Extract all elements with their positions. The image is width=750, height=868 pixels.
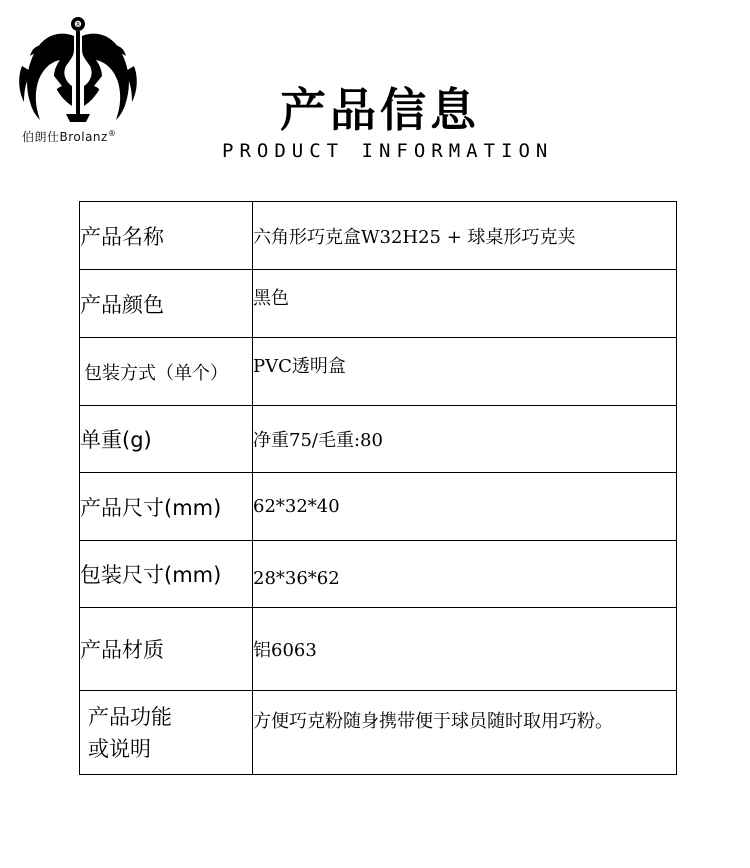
page-subtitle: PRODUCT INFORMATION — [222, 140, 554, 162]
row-value: 28*36*62 — [253, 541, 677, 608]
row-label: 包装方式（单个） — [80, 338, 253, 406]
table-row — [80, 202, 677, 270]
table-row — [80, 270, 677, 338]
row-label: 单重(g) — [80, 406, 253, 473]
row-label — [80, 691, 253, 775]
row-value: 黑色 — [253, 270, 677, 338]
row-label-line: 或说明 — [88, 736, 151, 761]
svg-text:8: 8 — [76, 21, 80, 29]
table-row — [80, 406, 677, 473]
page-title: 产品信息 — [280, 83, 480, 137]
registered-mark: ® — [107, 129, 117, 138]
table-row — [80, 541, 677, 608]
table-row — [80, 338, 677, 406]
product-info-table — [79, 201, 677, 775]
row-value: 六角形巧克盒W32H25 + 球桌形巧克夹 — [253, 202, 677, 270]
row-label: 产品名称 — [80, 202, 253, 270]
row-label: 产品尺寸(mm) — [80, 473, 253, 541]
row-value: 方便巧克粉随身携带便于球员随时取用巧粉。 — [253, 691, 677, 775]
row-label: 产品材质 — [80, 608, 253, 691]
row-value: 62*32*40 — [253, 473, 677, 541]
table-row — [80, 691, 677, 775]
brand-name-text: 伯朗仕Brolanz — [22, 130, 108, 144]
row-value: 净重75/毛重:80 — [253, 406, 677, 473]
row-label-line: 产品功能 — [88, 704, 172, 729]
table-row — [80, 608, 677, 691]
row-label: 包装尺寸(mm) — [80, 541, 253, 608]
row-value: 铝6063 — [253, 608, 677, 691]
row-label: 产品颜色 — [80, 270, 253, 338]
row-value: PVC透明盒 — [253, 338, 677, 406]
table-row — [80, 473, 677, 541]
